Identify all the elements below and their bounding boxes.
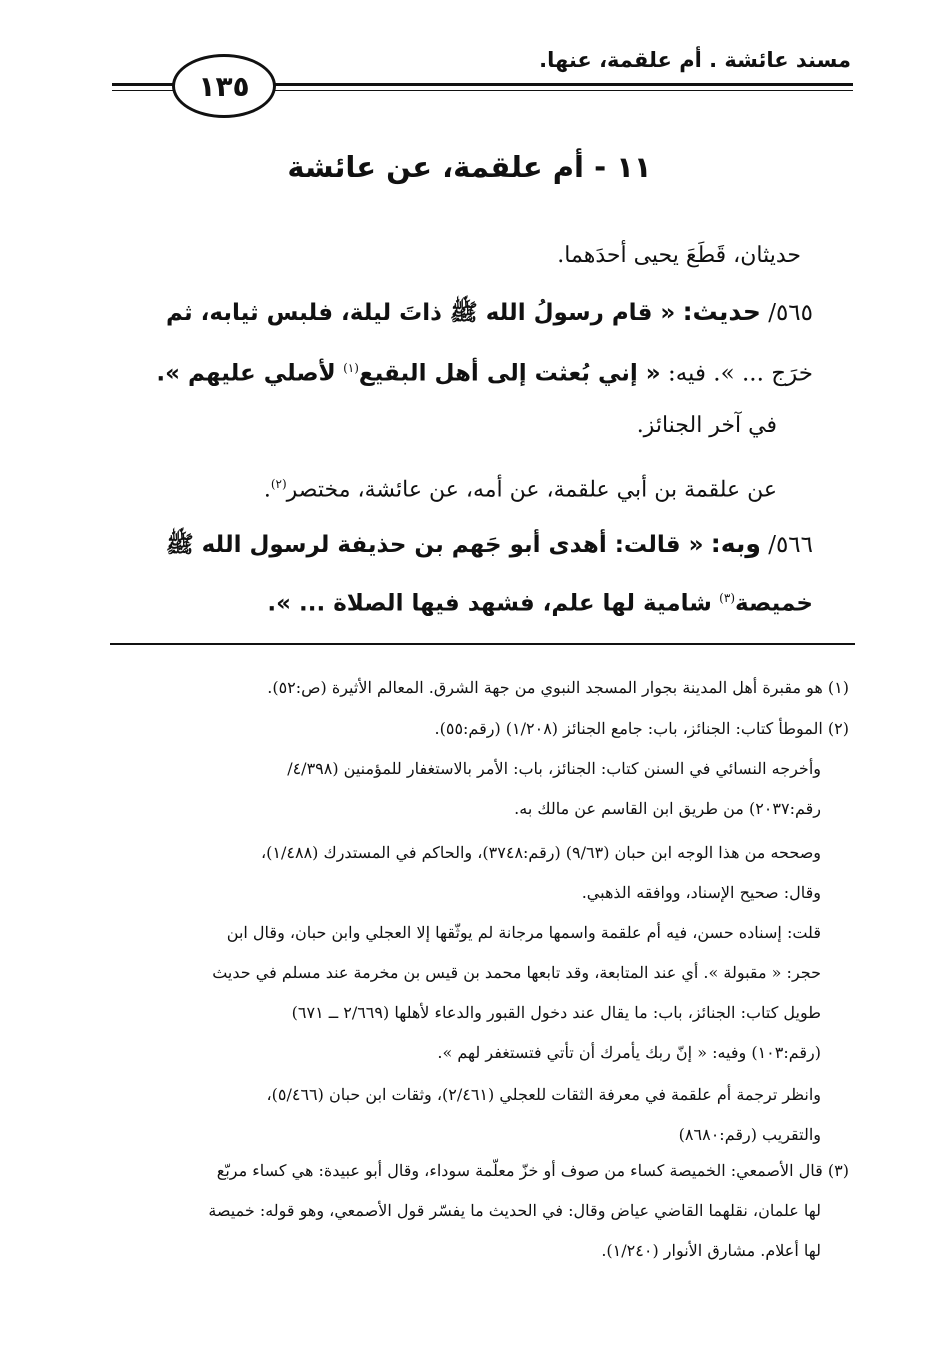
hadith-text: خرَج ... ». فيه: (667, 360, 813, 387)
hadith-keyword: حديث: (682, 297, 761, 326)
running-title: مسند عائشة . أم علقمة، عنها. (539, 48, 851, 72)
page-number: ١٣٥ (172, 54, 276, 118)
hadith-text: « إني بُعثت إلى أهل البقيع (358, 360, 661, 387)
hadith-text: خميصة (735, 590, 813, 617)
footnote-line: وانظر ترجمة أم علقمة في معرفة الثقات للعجلي (٢/٤٦١)، وثقات ابن حبان (٥/٤٦٦)، (266, 1085, 821, 1104)
intro-line: حديثان، قَطَعَ يحيى أحدَهما. (557, 243, 801, 268)
footnote-line: (رقم:١٠٣) وفيه: « إنّ ربك يأمرك أن تأتي فتستغفر لهم ». (437, 1043, 821, 1062)
location-line: في آخر الجنائز. (636, 413, 777, 438)
chapter-title: ١١ - أم علقمة، عن عائشة (287, 150, 652, 184)
hadith-text: لأصلي عليهم ». (156, 360, 336, 387)
hadith-566-line-1 (85, 524, 813, 565)
footnote-ref: (٣) (719, 591, 735, 605)
isnad-line (85, 464, 777, 510)
hadith-565-line-2 (85, 348, 813, 394)
footnote-line: حجر: « مقبولة ». أي عند المتابعة، وقد تابعها محمد بن قيس بن مخرمة عند مسلم في حديث (212, 963, 821, 982)
footnote-line: رقم:٢٠٣٧) من طريق ابن القاسم عن مالك به. (514, 799, 821, 818)
footnote-line: (٢) الموطأ كتاب: الجنائز، باب: جامع الجنائز (١/٢٠٨) (رقم:٥٥). (434, 719, 849, 738)
hadith-number: ٥٦٥/ (768, 300, 813, 326)
footnote-line: طويل كتاب: الجنائز، باب: ما يقال عند دخول القبور والدعاء لأهلها (٢/٦٦٩ ــ ٦٧١) (291, 1003, 821, 1022)
hadith-565-line-1 (85, 292, 813, 333)
hadith-text: « قام رسولُ الله ﷺ ذاتَ ليلة، فلبس ثيابه، ثم (165, 300, 676, 326)
hadith-number: ٥٦٦/ (768, 532, 813, 558)
footnote-ref: (٢) (270, 477, 287, 491)
footnote-line: وقال: صحيح الإسناد، ووافقه الذهبي. (581, 883, 821, 902)
footnote-line: قلت: إسناده حسن، فيه أم علقمة واسمها مرجانة لم يوثّقها إلا العجلي وابن حبان، وقال ابن (226, 923, 821, 942)
footnote-line: والتقريب (رقم:٨٦٨٠) (678, 1125, 821, 1144)
hadith-keyword: وبه: (710, 529, 761, 558)
isnad-text: عن علقمة بن أبي علقمة، عن أمه، عن عائشة، مختصر (286, 477, 777, 503)
footnote-ref: (١) (343, 361, 359, 375)
footnote-line: (١) هو مقبرة أهل المدينة بجوار المسجد النبوي من جهة الشرق. المعالم الأثيرة (ص:٥٢). (267, 678, 849, 697)
footnote-separator (110, 643, 855, 645)
footnote-line: لها أعلام. مشارق الأنوار (١/٢٤٠). (601, 1241, 821, 1260)
footnote-line: وأخرجه النسائي في السنن كتاب: الجنائز، باب: الأمر بالاستغفار للمؤمنين (٤/٣٩٨/ (287, 759, 821, 778)
footnote-line: وصححه من هذا الوجه ابن حبان (٩/٦٣) (رقم:٣٧٤٨)، والحاكم في المستدرك (١/٤٨٨)، (261, 843, 821, 862)
hadith-text: « قالت: أهدى أبو جَهم بن حذيفة لرسول الله ﷺ (165, 532, 704, 558)
isnad-end: . (263, 477, 271, 503)
footnote-line: (٣) قال الأصمعي: الخميصة كساء من صوف أو خزّ معلّمة سوداء، وقال أبو عبيدة: هي كساء مربّع (216, 1161, 849, 1180)
footnote-line: لها علمان، نقلهما القاضي عياض وقال: في الحديث ما يفسّر قول الأصمعي، وهو قوله: خميصة (208, 1201, 821, 1220)
hadith-text: شامية لها علم، فشهد فيها الصلاة ... ». (267, 590, 712, 617)
main-text (85, 0, 813, 640)
hadith-566-line-2 (85, 578, 813, 624)
